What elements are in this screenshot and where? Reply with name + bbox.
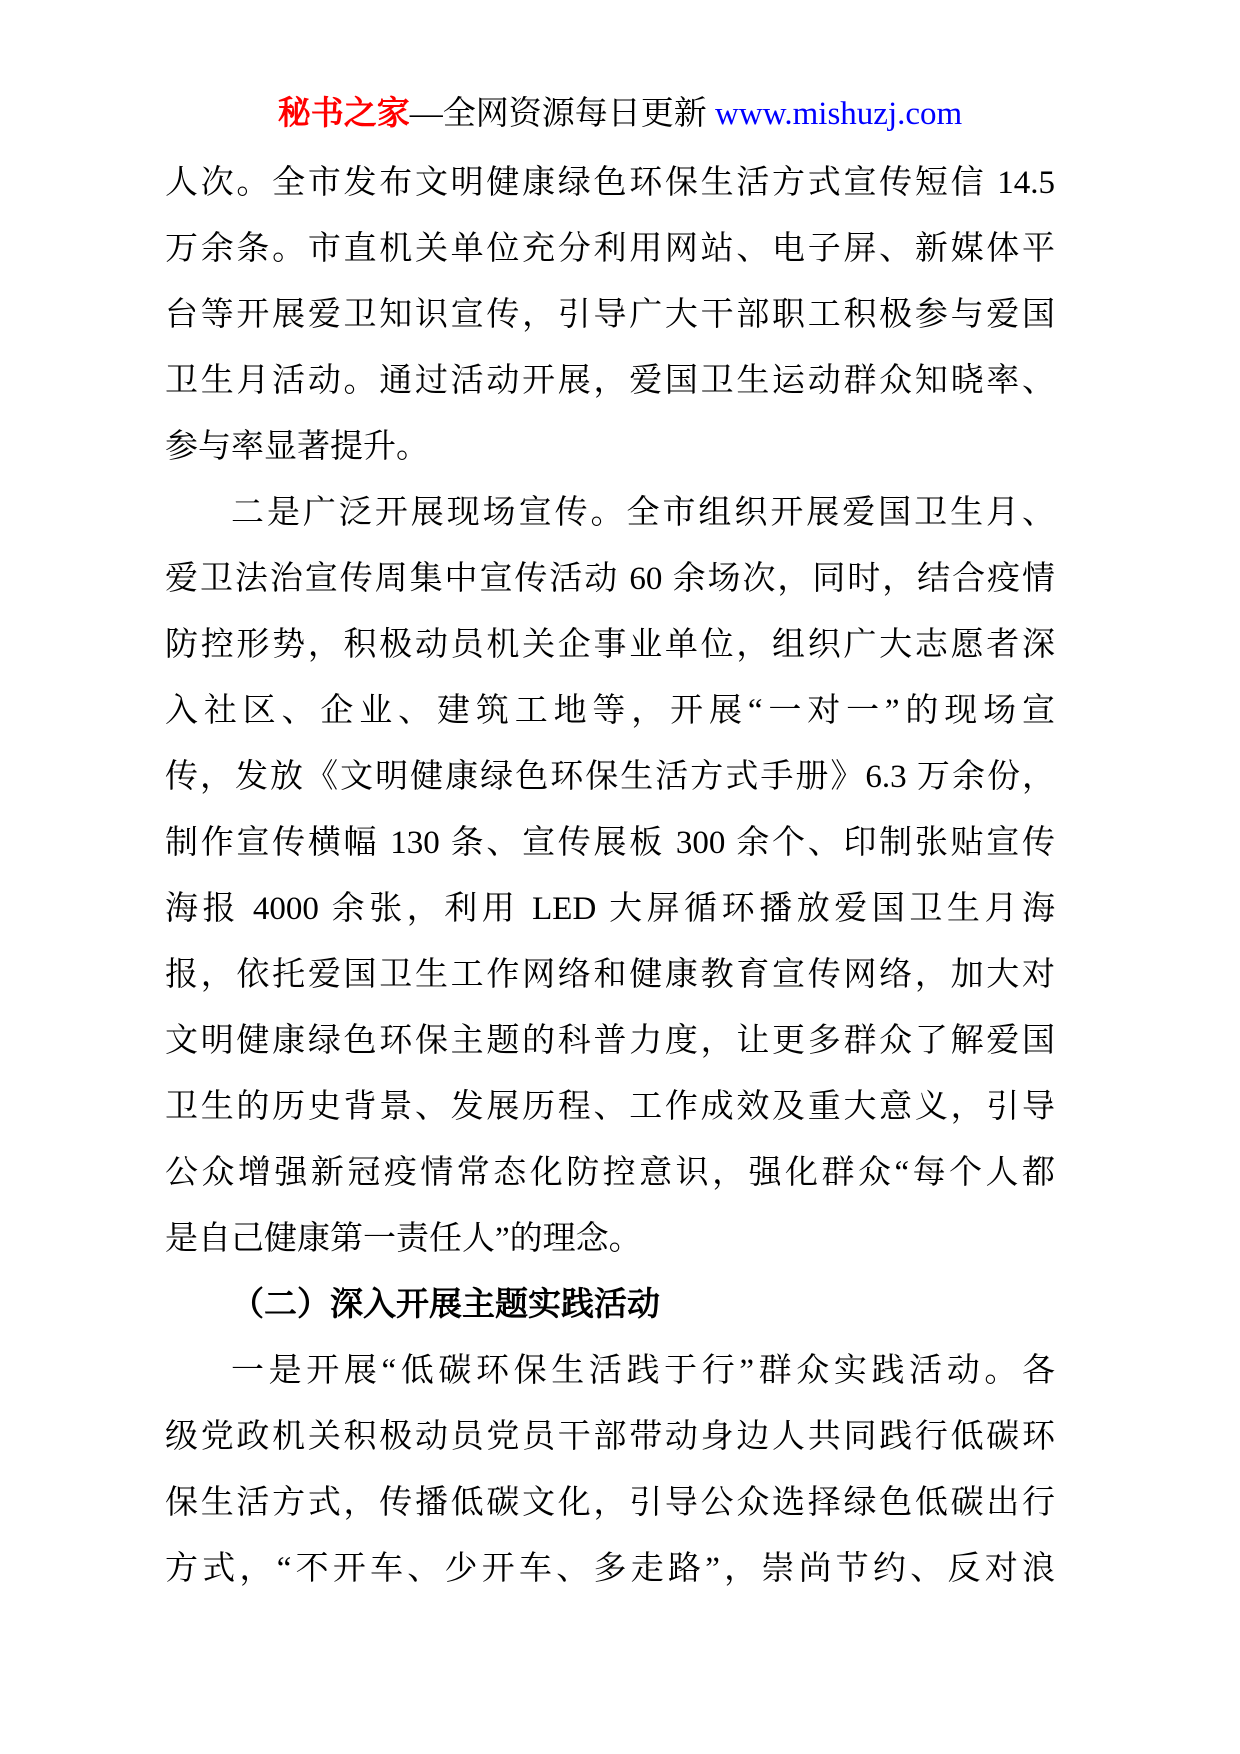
document-body xyxy=(165,150,1055,1602)
text-line: 参与率显著提升。 xyxy=(165,429,429,465)
text-line: 海报 4000 余张，利用 LED 大屏循环播放爱国卫生月海 xyxy=(165,891,1055,927)
text-line: 公众增强新冠疫情常态化防控意识，强化群众“每个人都 xyxy=(165,1155,1055,1191)
section-heading xyxy=(165,1272,1055,1338)
text-line: 文明健康绿色环保主题的科普力度，让更多群众了解爱国 xyxy=(165,1023,1055,1059)
text-line: 二是广泛开展现场宣传。全市组织开展爱国卫生月、 xyxy=(231,495,1055,531)
text-line: 入社区、企业、建筑工地等，开展“一对一”的现场宣 xyxy=(165,693,1055,729)
text-line: 报，依托爱国卫生工作网络和健康教育宣传网络，加大对 xyxy=(165,957,1055,993)
text-line: 爱卫法治宣传周集中宣传活动 60 余场次，同时，结合疫情 xyxy=(165,561,1055,597)
paragraph xyxy=(165,480,1055,1272)
text-line: 卫生月活动。通过活动开展，爱国卫生运动群众知晓率、 xyxy=(165,363,1055,399)
paragraph xyxy=(165,1338,1055,1602)
text-line: 传，发放《文明健康绿色环保生活方式手册》6.3 万余份， xyxy=(165,759,1055,795)
site-header xyxy=(0,92,1240,136)
paragraph xyxy=(165,150,1055,480)
site-brand: 秘书之家 xyxy=(277,96,410,132)
site-url-link[interactable]: www.mishuzj.com xyxy=(715,96,963,132)
text-line: 人次。全市发布文明健康绿色环保生活方式宣传短信 14.5 xyxy=(165,165,1055,201)
text-line: 方式，“不开车、少开车、多走路”，崇尚节约、反对浪 xyxy=(165,1551,1055,1587)
text-line: 一是开展“低碳环保生活践于行”群众实践活动。各 xyxy=(231,1353,1055,1389)
text-line: 台等开展爱卫知识宣传，引导广大干部职工积极参与爱国 xyxy=(165,297,1055,333)
text-line: 防控形势，积极动员机关企事业单位，组织广大志愿者深 xyxy=(165,627,1055,663)
text-line: （二）深入开展主题实践活动 xyxy=(231,1287,660,1323)
text-line: 是自己健康第一责任人”的理念。 xyxy=(165,1221,642,1257)
site-tagline: —全网资源每日更新 xyxy=(409,96,716,132)
text-line: 级党政机关积极动员党员干部带动身边人共同践行低碳环 xyxy=(165,1419,1055,1455)
text-line: 万余条。市直机关单位充分利用网站、电子屏、新媒体平 xyxy=(165,231,1055,267)
text-line: 保生活方式，传播低碳文化，引导公众选择绿色低碳出行 xyxy=(165,1485,1055,1521)
text-line: 制作宣传横幅 130 条、宣传展板 300 余个、印制张贴宣传 xyxy=(165,825,1055,861)
text-line: 卫生的历史背景、发展历程、工作成效及重大意义，引导 xyxy=(165,1089,1055,1125)
